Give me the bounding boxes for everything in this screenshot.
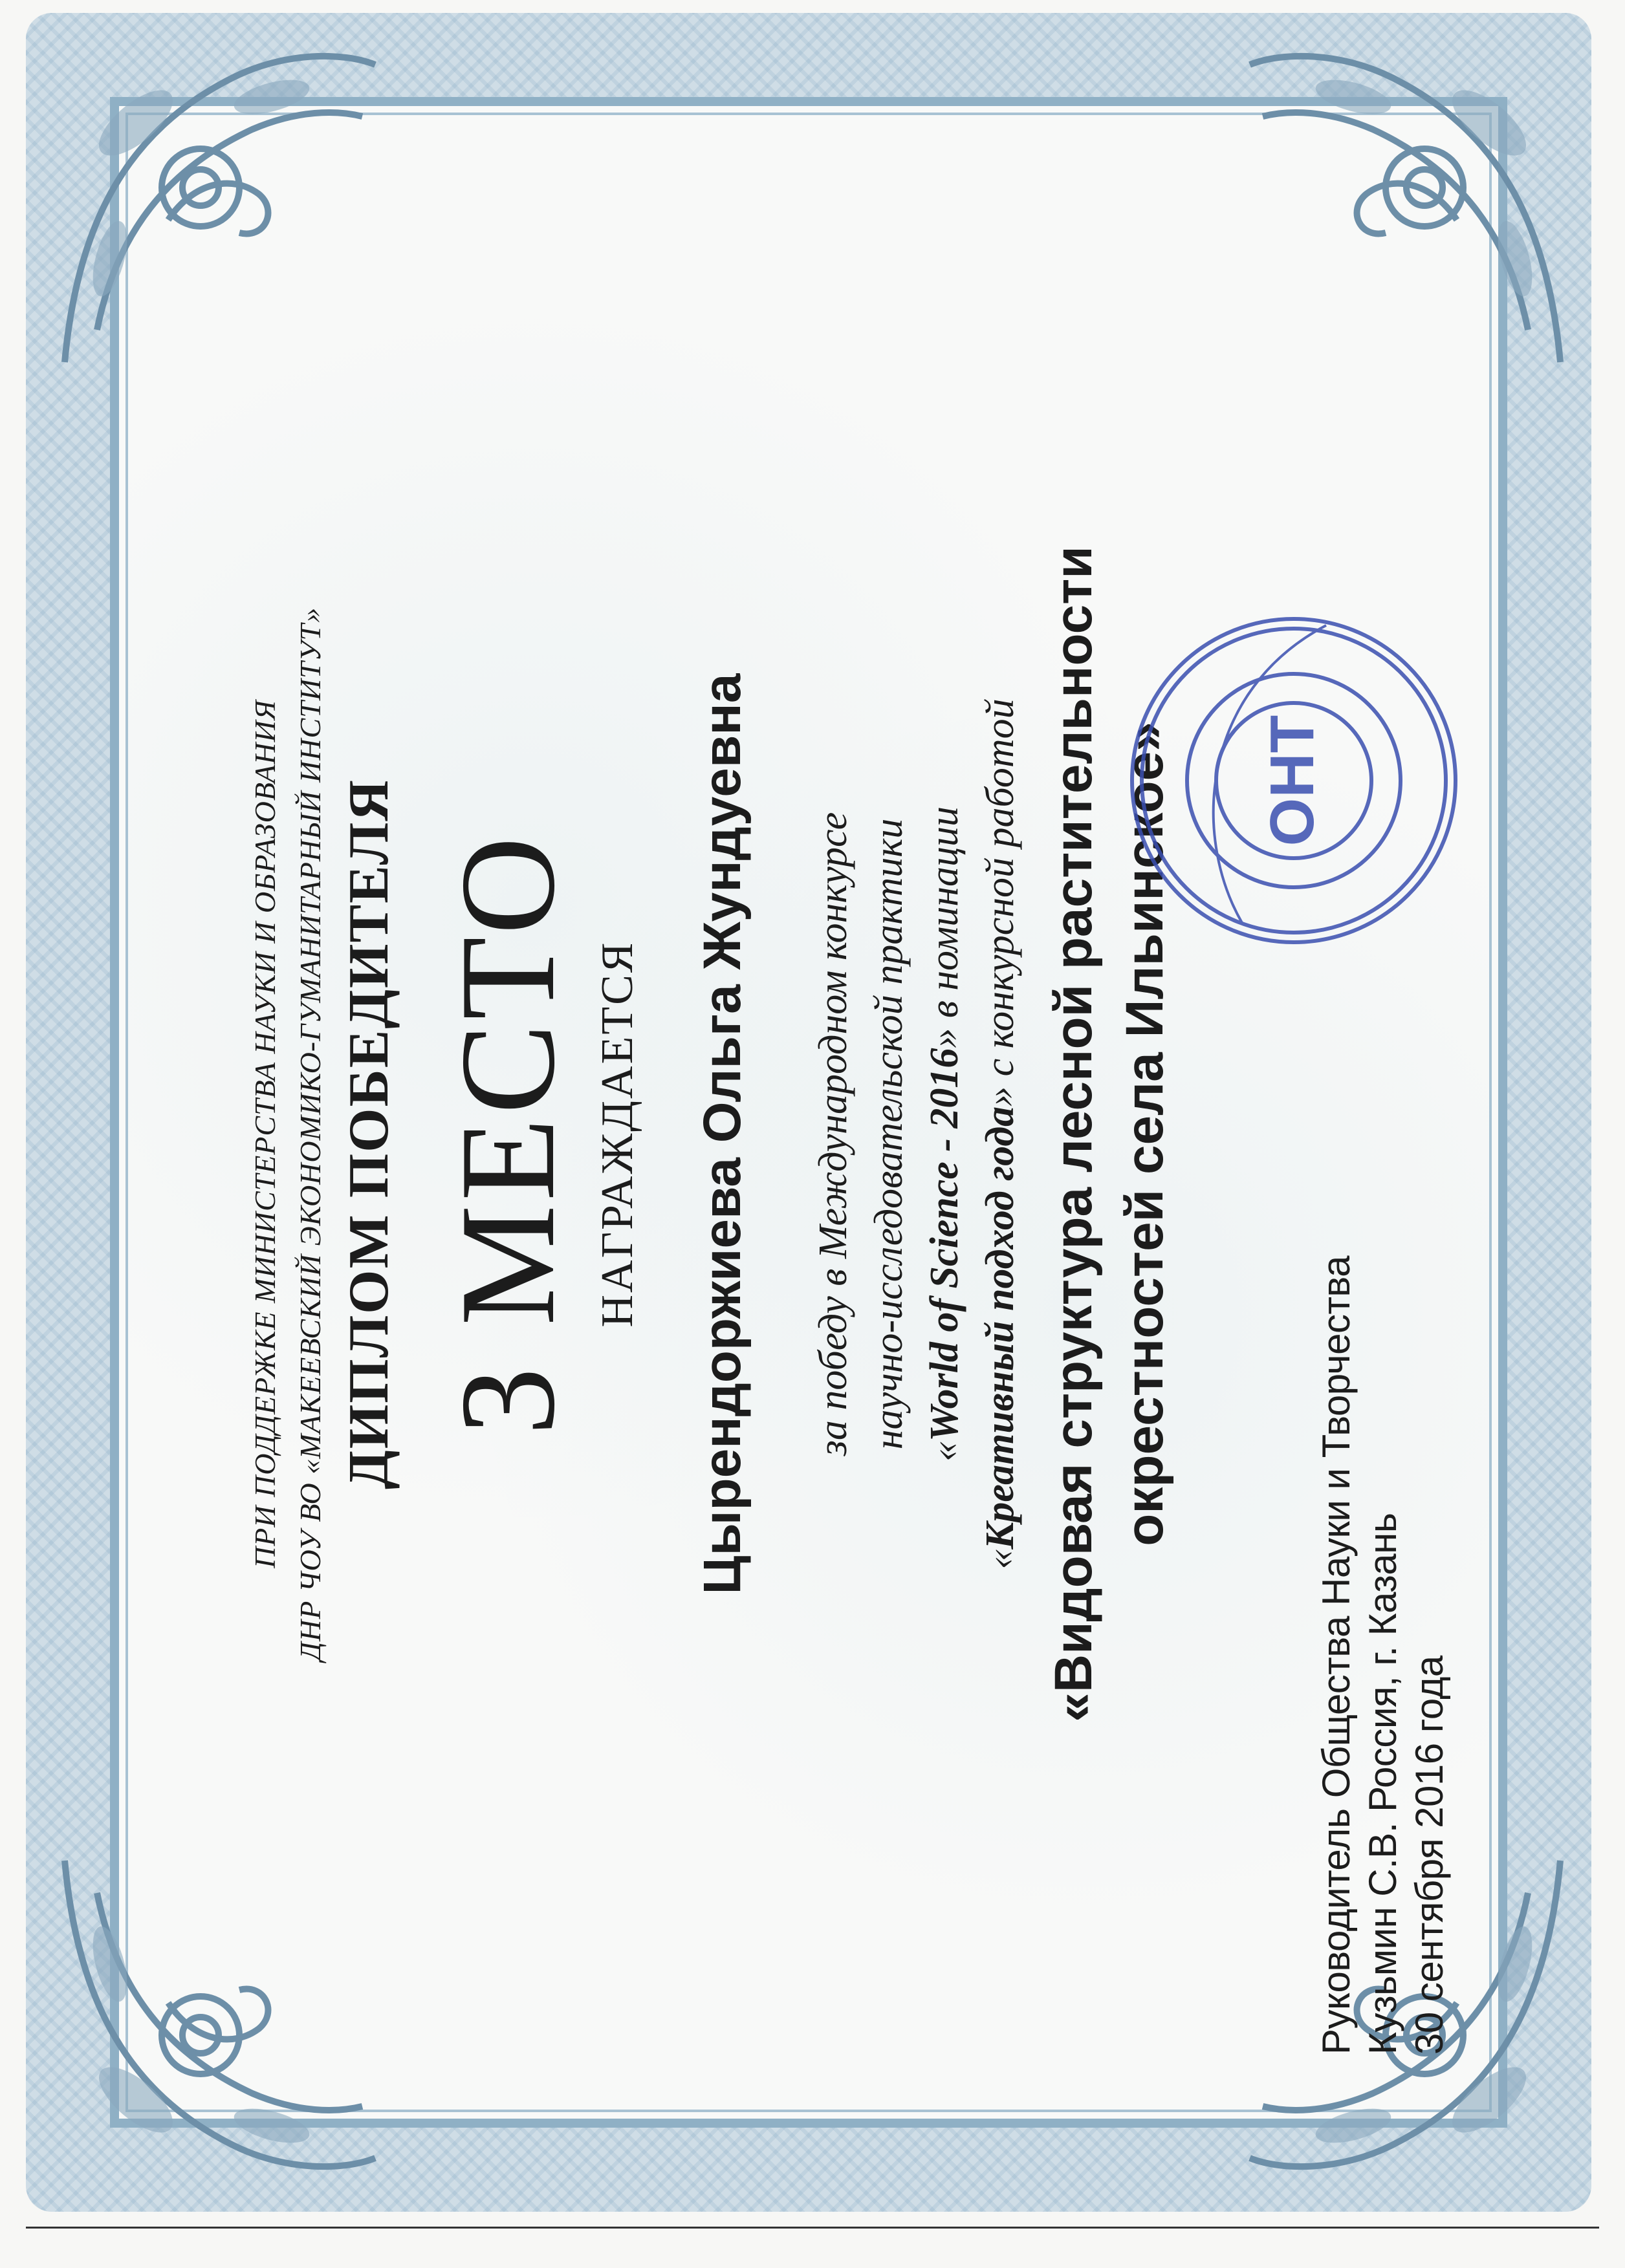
citation-text xyxy=(805,0,1028,2268)
issue-date: 30 сентября 2016 года xyxy=(1408,1656,1451,2055)
awarded-label: НАГРАЖДАЕТСЯ xyxy=(593,940,642,1328)
signature-block xyxy=(1313,891,1453,2055)
recipient-name: Цырендоржиева Ольга Жундуевна xyxy=(693,673,752,1595)
scan-edge-line xyxy=(26,2227,1599,2229)
seal-logo: ОНТ xyxy=(1258,715,1327,847)
citation-line-1: за победу в Международном конкурсе xyxy=(811,812,855,1456)
nomination-name: Креативный подход года xyxy=(978,1106,1022,1550)
support-line-1: ПРИ ПОДДЕРЖКЕ МИНИСТЕРСТВА НАУКИ И ОБРАЗОВАНИЯ xyxy=(248,700,281,1568)
work-title xyxy=(1038,0,1181,2268)
place-heading: 3 МЕСТО xyxy=(433,832,583,1436)
signer-name-place: Кузьмин С.В. Россия, г. Казань xyxy=(1361,1513,1404,2055)
support-caption xyxy=(243,0,333,2268)
contest-name: World of Science - 2016 xyxy=(922,1048,966,1442)
official-seal-icon xyxy=(1113,599,1475,962)
work-title-line-1: «Видовая структура лесной растительности xyxy=(1044,546,1103,1722)
work-title-line-2: окрестностей села Ильинское» xyxy=(1115,722,1174,1546)
citation-line-3: «World of Science - 2016» в номинации xyxy=(922,806,966,1462)
citation-line-4: «Креативный подход года» с конкурсной работой xyxy=(978,698,1022,1570)
citation-line-2: научно-исследовательской практики xyxy=(867,818,911,1450)
signer-role: Руководитель Общества Науки и Творчества xyxy=(1314,1256,1358,2055)
diploma-title: ДИПЛОМ ПОБЕДИТЕЛЯ xyxy=(338,779,400,1489)
support-line-2: ДНР ЧОУ ВО «МАКЕЕВСКИЙ ЭКОНОМИКО-ГУМАНИТАРНЫЙ ИНСТИТУТ» xyxy=(294,607,327,1661)
